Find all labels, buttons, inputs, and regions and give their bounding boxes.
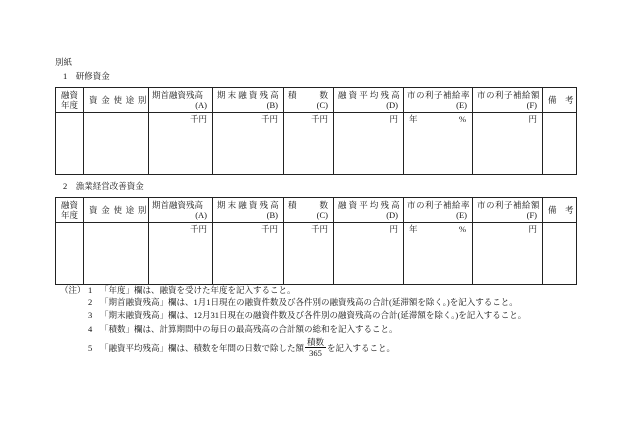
header-remarks — [543, 88, 577, 113]
fraction — [305, 337, 326, 358]
header-subsidy-amount-label: 市の利子補給額 — [477, 90, 541, 100]
unit-rate-year: 年 — [409, 224, 418, 234]
note-number: 1 — [88, 285, 93, 295]
cell-use-of-funds — [84, 223, 149, 285]
unit-product-sum: 千円 — [310, 114, 328, 124]
header-fiscal-year-line1: 融資 — [60, 200, 78, 210]
unit-subsidy-amount: 円 — [528, 114, 537, 124]
header-use-of-funds — [84, 88, 149, 113]
unit-rate-year: 年 — [409, 114, 418, 124]
header-subsidy-amount-code: (F) — [526, 100, 537, 110]
cell-fiscal-year — [56, 113, 84, 175]
unit-closing-balance: 千円 — [260, 114, 278, 124]
header-use-of-funds — [84, 198, 149, 223]
cell-interest-rate — [404, 223, 473, 285]
header-average-balance — [334, 198, 404, 223]
header-product-sum-label: 積 数 — [288, 200, 331, 210]
note-text: 「年度」欄は、融資を受けた年度を記入すること。 — [100, 285, 296, 295]
header-remarks-label: 備 考 — [548, 95, 574, 105]
note-text: 「期首融資残高」欄は、1月1日現在の融資件数及び各件別の融資残高の合計(延滞額を除く。)を記入すること。 — [100, 297, 518, 307]
notes-prefix: （注） — [60, 285, 86, 295]
header-remarks-label: 備 考 — [548, 205, 574, 215]
training-fund-table — [55, 87, 577, 175]
header-opening-balance — [149, 88, 213, 113]
cell-fiscal-year — [56, 223, 84, 285]
header-closing-balance-code: (B) — [266, 210, 278, 220]
note-item — [0, 310, 630, 320]
note-number: 2 — [88, 297, 93, 307]
header-opening-balance-label: 期首融資残高 — [152, 200, 204, 210]
cell-subsidy-amount — [473, 223, 543, 285]
header-interest-rate-label: 市の利子補給率 — [407, 90, 471, 100]
header-opening-balance-code: (A) — [195, 210, 207, 220]
note-text: 「融資平均残高」欄は、積数を年間の日数で除した額 — [100, 342, 305, 353]
unit-product-sum: 千円 — [310, 224, 328, 234]
table-header-row — [56, 198, 577, 223]
note-text-after: を記入すること。 — [327, 342, 396, 353]
header-average-balance-code: (D) — [386, 210, 398, 220]
unit-opening-balance: 千円 — [189, 224, 207, 234]
unit-rate-percent: % — [459, 224, 467, 234]
header-product-sum-label: 積 数 — [288, 90, 331, 100]
header-remarks — [543, 198, 577, 223]
header-interest-rate-code: (E) — [456, 100, 467, 110]
header-use-of-funds-label: 資 金 使 途 別 — [89, 205, 148, 215]
header-fiscal-year-line2: 年度 — [60, 100, 78, 110]
header-interest-rate — [404, 198, 473, 223]
header-fiscal-year — [56, 88, 84, 113]
header-product-sum-code: (C) — [316, 100, 328, 110]
note-text: 「期末融資残高」欄は、12月31日現在の融資件数及び各件別の融資残高の合計(延滞額を除く。)を記入すること。 — [100, 310, 527, 320]
cell-use-of-funds — [84, 113, 149, 175]
header-closing-balance-code: (B) — [266, 100, 278, 110]
header-closing-balance-label: 期 末 融 資 残 高 — [217, 200, 279, 210]
cell-opening-balance — [149, 113, 213, 175]
header-fiscal-year-line1: 融資 — [60, 90, 78, 100]
note-number: 4 — [88, 324, 93, 334]
note-number: 5 — [88, 342, 93, 353]
header-average-balance-label: 融 資 平 均 残 高 — [338, 200, 400, 210]
section-title-training-fund: 1 研修資金 — [63, 71, 110, 81]
cell-remarks — [543, 113, 577, 175]
cell-product-sum — [284, 223, 334, 285]
fraction-numerator: 積数 — [307, 337, 325, 347]
header-opening-balance-label: 期首融資残高 — [152, 90, 204, 100]
header-product-sum — [284, 198, 334, 223]
unit-average-balance: 円 — [389, 114, 398, 124]
header-interest-rate — [404, 88, 473, 113]
note-item — [0, 337, 630, 358]
header-subsidy-amount-code: (F) — [526, 210, 537, 220]
table-entry-row — [56, 223, 577, 285]
header-opening-balance — [149, 198, 213, 223]
header-average-balance — [334, 88, 404, 113]
header-subsidy-amount — [473, 88, 543, 113]
header-subsidy-amount-label: 市の利子補給額 — [477, 200, 541, 210]
cell-opening-balance — [149, 223, 213, 285]
header-closing-balance — [213, 88, 284, 113]
header-interest-rate-code: (E) — [456, 210, 467, 220]
header-fiscal-year — [56, 198, 84, 223]
unit-subsidy-amount: 円 — [528, 224, 537, 234]
cell-average-balance — [334, 223, 404, 285]
header-closing-balance — [213, 198, 284, 223]
attachment-label: 別紙 — [55, 57, 73, 67]
header-average-balance-label: 融 資 平 均 残 高 — [338, 90, 400, 100]
note-item — [0, 285, 630, 295]
unit-opening-balance: 千円 — [189, 114, 207, 124]
cell-closing-balance — [213, 113, 284, 175]
header-subsidy-amount — [473, 198, 543, 223]
cell-subsidy-amount — [473, 113, 543, 175]
cell-average-balance — [334, 113, 404, 175]
unit-closing-balance: 千円 — [260, 224, 278, 234]
note-number: 3 — [88, 310, 93, 320]
cell-closing-balance — [213, 223, 284, 285]
header-use-of-funds-label: 資 金 使 途 別 — [89, 95, 148, 105]
note-item — [0, 324, 630, 334]
fraction-denominator: 365 — [309, 348, 322, 358]
header-fiscal-year-line2: 年度 — [60, 210, 78, 220]
unit-rate-percent: % — [459, 114, 467, 124]
section-title-fishery-improvement-fund: 2 漁業経営改善資金 — [63, 181, 144, 191]
interest-rate-units — [404, 224, 472, 234]
header-opening-balance-code: (A) — [195, 100, 207, 110]
header-product-sum — [284, 88, 334, 113]
note-text-with-fraction — [100, 337, 395, 358]
header-product-sum-code: (C) — [316, 210, 328, 220]
fishery-improvement-fund-table — [55, 197, 577, 285]
cell-product-sum — [284, 113, 334, 175]
unit-average-balance: 円 — [389, 224, 398, 234]
header-average-balance-code: (D) — [386, 100, 398, 110]
note-item — [0, 297, 630, 307]
cell-interest-rate — [404, 113, 473, 175]
table-entry-row — [56, 113, 577, 175]
header-interest-rate-label: 市の利子補給率 — [407, 200, 471, 210]
cell-remarks — [543, 223, 577, 285]
interest-rate-units — [404, 114, 472, 124]
table-header-row — [56, 88, 577, 113]
header-closing-balance-label: 期 末 融 資 残 高 — [217, 90, 279, 100]
note-text: 「積数」欄は、計算期間中の毎日の最高残高の合計額の総和を記入すること。 — [100, 324, 398, 334]
